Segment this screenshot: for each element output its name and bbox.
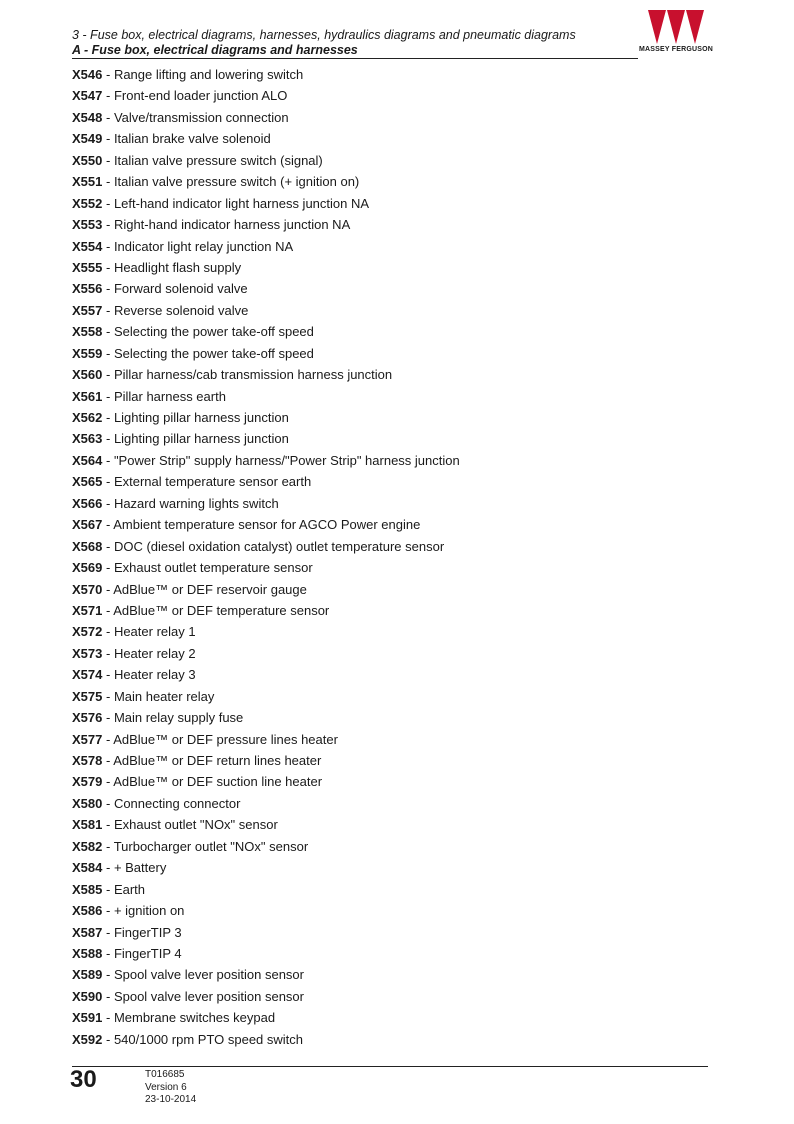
list-item: X569 - Exhaust outlet temperature sensor — [72, 560, 313, 576]
connector-description: FingerTIP 4 — [113, 945, 182, 961]
connector-description: + Battery — [113, 860, 167, 876]
connector-code: X547 — [72, 88, 103, 104]
connector-code: X556 — [72, 281, 103, 297]
list-item: X556 - Forward solenoid valve — [72, 281, 248, 297]
connector-description: Selecting the power take-off speed — [113, 345, 314, 361]
connector-code: X581 — [72, 817, 103, 833]
connector-code: X577 — [72, 731, 103, 747]
list-item: X584 - + Battery — [72, 860, 167, 876]
connector-description: Lighting pillar harness junction — [113, 431, 289, 447]
connector-description: Hazard warning lights switch — [113, 495, 279, 511]
list-item: X548 - Valve/transmission connection — [72, 109, 289, 125]
connector-code: X551 — [72, 174, 103, 190]
connector-description: AdBlue™ or DEF temperature sensor — [113, 602, 330, 618]
connector-code: X557 — [72, 302, 103, 318]
connector-description: FingerTIP 3 — [113, 924, 182, 940]
document-meta — [145, 1069, 196, 1107]
connector-code: X548 — [72, 109, 103, 125]
connector-code: X569 — [72, 560, 103, 576]
logo-wordmark: MASSEY FERGUSON — [638, 46, 714, 53]
list-item: X549 - Italian brake valve solenoid — [72, 131, 271, 147]
connector-code: X550 — [72, 152, 103, 168]
connector-description: AdBlue™ or DEF pressure lines heater — [113, 731, 338, 747]
triple-triangle-logo-icon — [648, 10, 704, 44]
connector-description: Pillar harness earth — [113, 388, 226, 404]
connector-code: X559 — [72, 345, 103, 361]
connector-code: X589 — [72, 967, 103, 983]
connector-description: Italian brake valve solenoid — [113, 131, 271, 147]
connector-code: X572 — [72, 624, 103, 640]
connector-description: Main relay supply fuse — [113, 710, 244, 726]
connector-description: Exhaust outlet temperature sensor — [113, 560, 313, 576]
page-number: 30 — [70, 1066, 97, 1093]
connector-description: Indicator light relay junction NA — [113, 238, 294, 254]
connector-description: Exhaust outlet "NOx" sensor — [113, 817, 278, 833]
connector-description: Range lifting and lowering switch — [113, 67, 304, 82]
connector-description: AdBlue™ or DEF return lines heater — [113, 753, 322, 768]
list-item: X560 - Pillar harness/cab transmission harness junction — [72, 367, 393, 383]
footer-divider — [72, 1066, 708, 1067]
list-item: X578 - AdBlue™ or DEF return lines heater — [72, 753, 322, 768]
connector-description: Membrane switches keypad — [113, 1010, 276, 1026]
list-item: X561 - Pillar harness earth — [72, 388, 226, 404]
brand-logo — [633, 10, 719, 60]
list-item: X588 - FingerTIP 4 — [72, 945, 182, 961]
chapter-title: 3 - Fuse box, electrical diagrams, harnesses, hydraulics diagrams and pneumatic diagrams — [72, 28, 576, 42]
connector-description: AdBlue™ or DEF reservoir gauge — [113, 581, 307, 597]
connector-code: X579 — [72, 774, 103, 790]
list-item: X573 - Heater relay 2 — [72, 645, 196, 661]
connector-code: X558 — [72, 324, 103, 340]
list-item: X581 - Exhaust outlet "NOx" sensor — [72, 817, 278, 833]
connector-code: X580 — [72, 795, 103, 811]
connector-description: Earth — [113, 881, 146, 897]
connector-code: X582 — [72, 838, 103, 854]
list-item: X576 - Main relay supply fuse — [72, 710, 244, 726]
document-date: 23-10-2014 — [145, 1094, 197, 1105]
connector-code: X564 — [72, 452, 103, 468]
connector-description: Spool valve lever position sensor — [113, 967, 304, 983]
list-item: X551 - Italian valve pressure switch (+ ignition on) — [72, 174, 360, 190]
connector-description: Right-hand indicator harness junction NA — [113, 217, 351, 233]
connector-code: X560 — [72, 367, 103, 383]
list-item: X546 - Range lifting and lowering switch — [72, 67, 304, 82]
connector-code: X555 — [72, 259, 103, 275]
list-item: X592 - 540/1000 rpm PTO speed switch — [72, 1031, 304, 1047]
list-item: X552 - Left-hand indicator light harness junction NA — [72, 195, 370, 211]
list-item: X564 - "Power Strip" supply harness/"Power Strip" harness junction — [72, 452, 460, 468]
connector-code: X567 — [72, 517, 103, 533]
list-item: X563 - Lighting pillar harness junction — [72, 431, 289, 447]
list-item: X572 - Heater relay 1 — [72, 624, 196, 640]
connector-code: X554 — [72, 238, 103, 254]
connector-code: X570 — [72, 581, 103, 597]
connector-description: Lighting pillar harness junction — [113, 410, 289, 425]
connector-code: X571 — [72, 602, 103, 618]
document-version: Version 6 — [145, 1081, 187, 1093]
connector-code: X591 — [72, 1010, 103, 1026]
connector-code: X575 — [72, 688, 103, 704]
list-item: X566 - Hazard warning lights switch — [72, 495, 279, 511]
list-item: X582 - Turbocharger outlet "NOx" sensor — [72, 838, 309, 854]
connector-description: Valve/transmission connection — [113, 109, 289, 125]
list-item: X579 - AdBlue™ or DEF suction line heater — [72, 774, 323, 790]
connector-code: X578 — [72, 753, 103, 768]
connector-description: Main heater relay — [113, 688, 215, 704]
connector-description: AdBlue™ or DEF suction line heater — [113, 774, 323, 790]
list-item: X587 - FingerTIP 3 — [72, 924, 182, 940]
header-divider — [72, 58, 638, 59]
list-item: X555 - Headlight flash supply — [72, 259, 242, 275]
connector-description: Italian valve pressure switch (signal) — [113, 152, 323, 168]
list-item: X567 - Ambient temperature sensor for AGCO Power engine — [72, 517, 421, 533]
connector-description: Pillar harness/cab transmission harness junction — [113, 367, 393, 383]
connector-code: X587 — [72, 924, 103, 940]
connector-description: + ignition on — [113, 903, 185, 919]
list-item: X580 - Connecting connector — [72, 795, 241, 811]
list-item: X570 - AdBlue™ or DEF reservoir gauge — [72, 581, 307, 597]
connector-code: X553 — [72, 217, 103, 233]
connector-code: X574 — [72, 667, 103, 683]
connector-code: X546 — [72, 67, 103, 82]
list-item: X558 - Selecting the power take-off speed — [72, 324, 314, 340]
list-item: X574 - Heater relay 3 — [72, 667, 196, 683]
document-id: T016685 — [145, 1069, 185, 1080]
list-item: X557 - Reverse solenoid valve — [72, 302, 249, 318]
connector-code: X592 — [72, 1031, 103, 1047]
connector-description: External temperature sensor earth — [113, 474, 312, 490]
connector-description: Heater relay 2 — [113, 645, 196, 661]
page-header — [72, 28, 632, 58]
connector-description: Left-hand indicator light harness junction NA — [113, 195, 370, 211]
connector-description: Heater relay 3 — [113, 667, 196, 683]
connector-code: X568 — [72, 538, 103, 554]
connector-code: X561 — [72, 388, 103, 404]
connector-description: Turbocharger outlet "NOx" sensor — [113, 838, 309, 854]
connector-code: X576 — [72, 710, 103, 726]
connector-code: X565 — [72, 474, 103, 490]
list-item: X591 - Membrane switches keypad — [72, 1010, 276, 1026]
connector-description: Reverse solenoid valve — [113, 302, 249, 318]
connector-description: Heater relay 1 — [113, 624, 196, 640]
connector-code: X549 — [72, 131, 103, 147]
list-item: X589 - Spool valve lever position sensor — [72, 967, 304, 983]
list-item: X559 - Selecting the power take-off speed — [72, 345, 314, 361]
list-item: X571 - AdBlue™ or DEF temperature sensor — [72, 602, 330, 618]
connector-description: Connecting connector — [113, 795, 241, 811]
list-item: X562 - Lighting pillar harness junction — [72, 410, 289, 425]
connector-description: DOC (diesel oxidation catalyst) outlet temperature sensor — [113, 538, 445, 554]
connector-description: 540/1000 rpm PTO speed switch — [113, 1031, 304, 1047]
connector-code: X562 — [72, 410, 103, 425]
connector-code: X552 — [72, 195, 103, 211]
connector-code: X563 — [72, 431, 103, 447]
list-item: X565 - External temperature sensor earth — [72, 474, 312, 490]
connector-description: Front-end loader junction ALO — [113, 88, 288, 104]
connector-code: X584 — [72, 860, 103, 876]
list-item: X590 - Spool valve lever position sensor — [72, 988, 304, 1004]
connector-description: Italian valve pressure switch (+ ignition on) — [113, 174, 360, 190]
list-item: X547 - Front-end loader junction ALO — [72, 88, 288, 104]
list-item: X550 - Italian valve pressure switch (signal) — [72, 152, 323, 168]
connector-description: Ambient temperature sensor for AGCO Power engine — [113, 517, 421, 533]
section-title: A - Fuse box, electrical diagrams and harnesses — [72, 43, 358, 57]
connector-description: Spool valve lever position sensor — [113, 988, 304, 1004]
connector-description: Forward solenoid valve — [113, 281, 248, 297]
connector-description: Headlight flash supply — [113, 259, 242, 275]
list-item: X553 - Right-hand indicator harness junction NA — [72, 217, 351, 233]
list-item: X585 - Earth — [72, 881, 146, 897]
list-item: X575 - Main heater relay — [72, 688, 215, 704]
connector-description: Selecting the power take-off speed — [113, 324, 314, 340]
connector-code: X573 — [72, 645, 103, 661]
connector-description: "Power Strip" supply harness/"Power Strip" harness junction — [113, 452, 460, 468]
connector-list — [72, 64, 722, 1050]
connector-code: X586 — [72, 903, 103, 919]
connector-code: X588 — [72, 945, 103, 961]
list-item: X554 - Indicator light relay junction NA — [72, 238, 294, 254]
list-item: X568 - DOC (diesel oxidation catalyst) outlet temperature sensor — [72, 538, 445, 554]
connector-code: X566 — [72, 495, 103, 511]
list-item: X577 - AdBlue™ or DEF pressure lines heater — [72, 731, 338, 747]
list-item: X586 - + ignition on — [72, 903, 185, 919]
connector-code: X585 — [72, 881, 103, 897]
connector-code: X590 — [72, 988, 103, 1004]
